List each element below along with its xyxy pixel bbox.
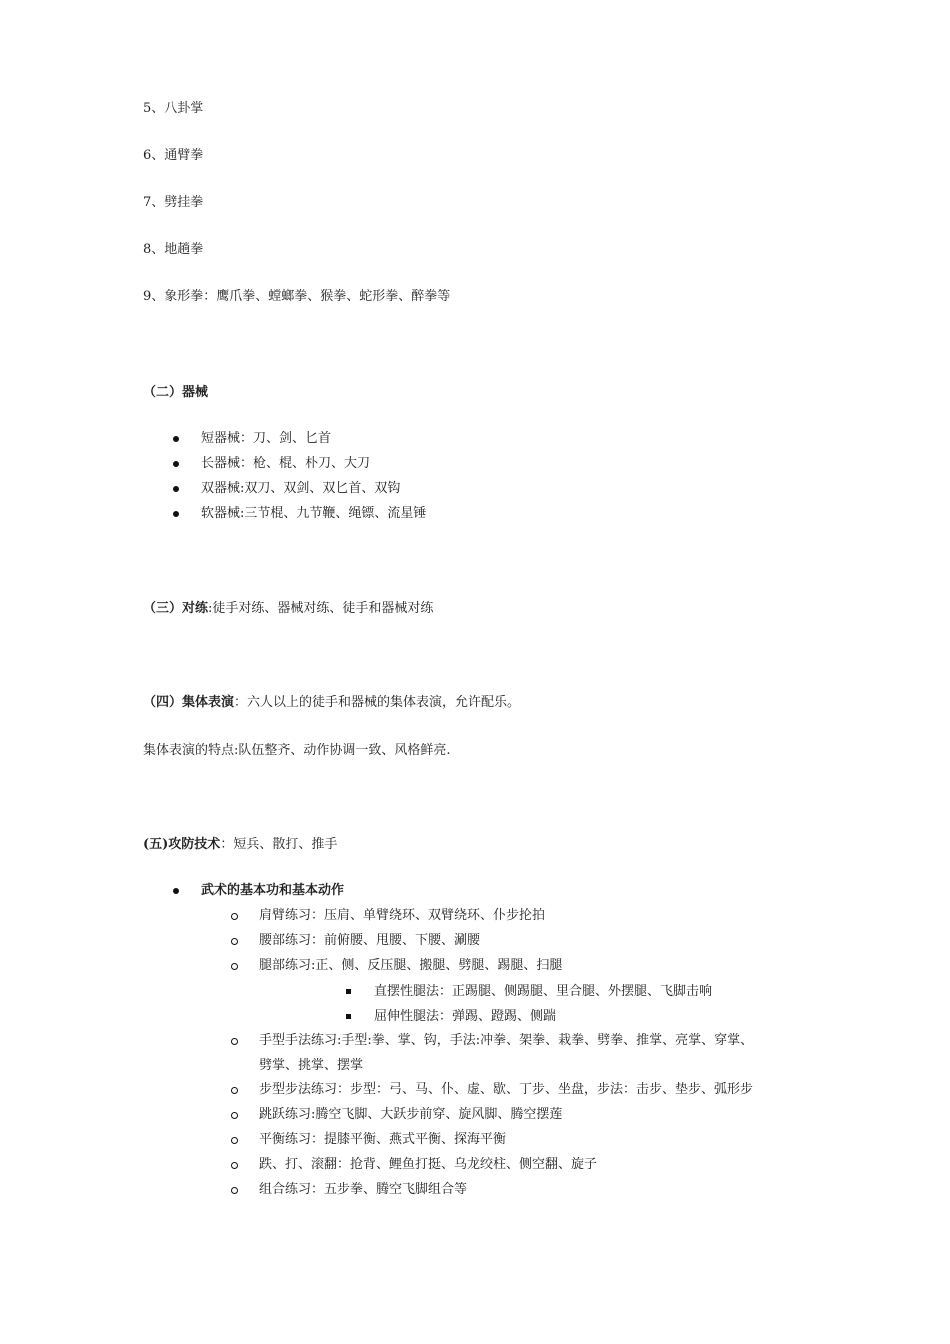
bullet-disc-icon xyxy=(173,511,179,517)
list-item-bagua: 5、八卦掌 xyxy=(143,101,204,116)
sub-item-stance: 步型步法练习：步型：弓、马、仆、虚、歇、丁步、坐盘，步法：击步、垫步、弧形步 xyxy=(259,1082,754,1097)
sub-item-tumble: 跌、打、滚翻：抢背、鲤鱼打挺、乌龙绞柱、侧空翻、旋子 xyxy=(259,1157,598,1172)
bullet-circle-icon xyxy=(231,1038,238,1045)
bullet-disc-icon xyxy=(173,461,179,467)
bullet-disc-icon xyxy=(173,436,179,442)
bullet-circle-icon xyxy=(231,1162,238,1169)
sub-item-combo: 组合练习：五步拳、腾空飞脚组合等 xyxy=(259,1182,468,1197)
group-text: ：六人以上的徒手和器械的集体表演，允许配乐。 xyxy=(234,695,521,710)
sparring-text: :徒手对练、器械对练、徒手和器械对练 xyxy=(208,601,434,616)
section-heading-attack: (五)攻防技术 xyxy=(143,837,221,852)
list-item-tongbi: 6、通臂拳 xyxy=(143,148,204,163)
section-heading-sparring: （三）对练 xyxy=(143,601,209,616)
sub-item-balance: 平衡练习：提膝平衡、燕式平衡、探海平衡 xyxy=(259,1132,507,1147)
bullet-circle-icon xyxy=(231,1112,238,1119)
weapon-item-short: 短器械：刀、剑、匕首 xyxy=(201,431,332,446)
leg-sub-bend: 屈伸性腿法：弹踢、蹬踢、侧踹 xyxy=(374,1009,557,1024)
section-heading-group: （四）集体表演 xyxy=(143,695,235,710)
weapon-item-soft: 软器械:三节棍、九节鞭、绳镖、流星锤 xyxy=(201,506,427,521)
list-item-ditang: 8、地趟拳 xyxy=(143,242,204,257)
bullet-disc-icon xyxy=(173,888,179,894)
sub-item-hand-line2: 劈掌、挑掌、摆掌 xyxy=(259,1058,364,1073)
list-item-piguai: 7、劈挂拳 xyxy=(143,195,204,210)
sub-item-jump: 跳跃练习:腾空飞脚、大跃步前穿、旋风脚、腾空摆莲 xyxy=(259,1107,563,1122)
sub-item-hand-line1: 手型手法练习:手型:拳、掌、钩，手法:冲拳、架拳、栽拳、劈拳、推掌、亮掌、穿掌、 xyxy=(259,1033,754,1048)
section-attack xyxy=(143,836,337,854)
bullet-circle-icon xyxy=(231,963,238,970)
sub-item-waist: 腰部练习：前俯腰、甩腰、下腰、涮腰 xyxy=(259,933,481,948)
group-feature: 集体表演的特点:队伍整齐、动作协调一致、风格鲜亮. xyxy=(143,743,451,758)
section-heading-weapons: （二）器械 xyxy=(143,385,209,400)
bullet-circle-icon xyxy=(231,1137,238,1144)
bullet-square-icon xyxy=(346,1014,351,1019)
sub-item-shoulder: 肩臂练习：压肩、单臂绕环、双臂绕环、仆步抡拍 xyxy=(259,908,546,923)
list-item-xiangxing: 9、象形拳：鹰爪拳、螳螂拳、猴拳、蛇形拳、醉拳等 xyxy=(143,289,451,304)
section-sparring xyxy=(143,600,433,618)
bullet-circle-icon xyxy=(231,938,238,945)
sub-item-leg: 腿部练习:正、侧、反压腿、搬腿、劈腿、踢腿、扫腿 xyxy=(259,958,563,973)
bullet-square-icon xyxy=(346,989,351,994)
bullet-disc-icon xyxy=(173,486,179,492)
weapon-item-long: 长器械：枪、棍、朴刀、大刀 xyxy=(201,456,371,471)
basic-skills-heading: 武术的基本功和基本动作 xyxy=(201,883,345,898)
section-group xyxy=(143,694,520,712)
bullet-circle-icon xyxy=(231,913,238,920)
bullet-circle-icon xyxy=(231,1187,238,1194)
weapon-item-double: 双器械:双刀、双剑、双匕首、双钩 xyxy=(201,481,401,496)
attack-text: ：短兵、散打、推手 xyxy=(220,837,338,852)
bullet-circle-icon xyxy=(231,1087,238,1094)
leg-sub-straight: 直摆性腿法：正踢腿、侧踢腿、里合腿、外摆腿、飞脚击响 xyxy=(374,984,713,999)
